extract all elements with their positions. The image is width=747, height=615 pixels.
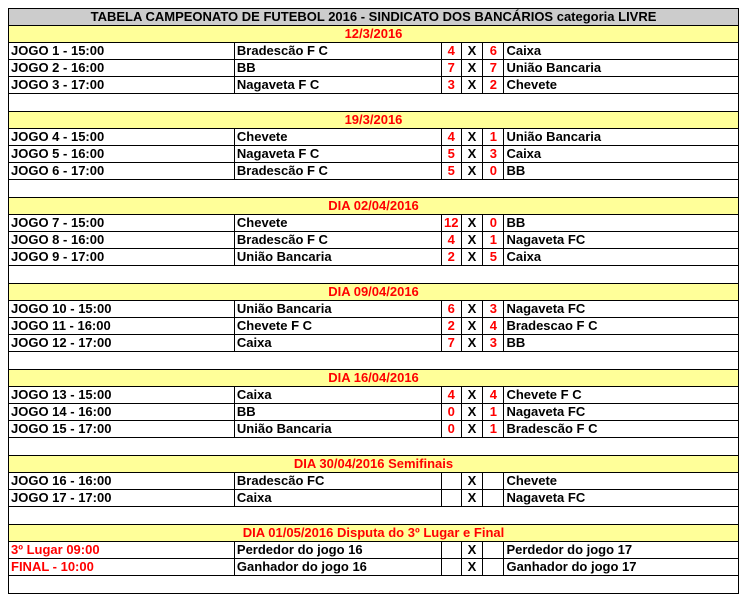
match-row [9, 559, 739, 576]
spacer-row [9, 438, 739, 456]
match-label: JOGO 11 - 16:00 [9, 318, 235, 335]
away-team: Perdedor do jogo 17 [504, 542, 739, 559]
home-score: 4 [441, 129, 461, 146]
away-score: 1 [483, 404, 504, 421]
date-header: DIA 01/05/2016 Disputa do 3º Lugar e Final [9, 525, 739, 542]
home-score [441, 559, 461, 576]
away-team: União Bancaria [504, 60, 739, 77]
away-score [483, 542, 504, 559]
match-label: JOGO 7 - 15:00 [9, 215, 235, 232]
versus-mark: X [461, 249, 482, 266]
home-team: Ganhador do jogo 16 [234, 559, 441, 576]
home-team: Caixa [234, 335, 441, 352]
home-team: Perdedor do jogo 16 [234, 542, 441, 559]
home-team: Nagaveta F C [234, 77, 441, 94]
home-team: BB [234, 404, 441, 421]
home-score: 5 [441, 146, 461, 163]
versus-mark: X [461, 421, 482, 438]
spacer-row [9, 507, 739, 525]
away-team: Chevete [504, 473, 739, 490]
date-header-row [9, 525, 739, 542]
home-score: 4 [441, 232, 461, 249]
spacer-row [9, 576, 739, 594]
versus-mark: X [461, 232, 482, 249]
away-team: Chevete F C [504, 387, 739, 404]
home-score [441, 542, 461, 559]
away-score: 3 [483, 335, 504, 352]
versus-mark: X [461, 146, 482, 163]
date-header: 12/3/2016 [9, 26, 739, 43]
match-label: JOGO 2 - 16:00 [9, 60, 235, 77]
date-header-row [9, 112, 739, 129]
spacer-row [9, 180, 739, 198]
match-label: JOGO 3 - 17:00 [9, 77, 235, 94]
home-team: Caixa [234, 490, 441, 507]
versus-mark: X [461, 542, 482, 559]
home-team: Bradescão F C [234, 163, 441, 180]
match-row [9, 542, 739, 559]
date-header: DIA 09/04/2016 [9, 284, 739, 301]
spacer-row [9, 94, 739, 112]
spacer-row [9, 266, 739, 284]
spacer-cell [9, 576, 739, 594]
away-score: 3 [483, 301, 504, 318]
match-row [9, 318, 739, 335]
away-team: Nagaveta FC [504, 490, 739, 507]
away-team: Caixa [504, 43, 739, 60]
spacer-cell [9, 94, 739, 112]
away-score: 1 [483, 232, 504, 249]
home-score: 3 [441, 77, 461, 94]
match-label: JOGO 16 - 16:00 [9, 473, 235, 490]
match-row [9, 335, 739, 352]
home-score: 6 [441, 301, 461, 318]
date-header-row [9, 284, 739, 301]
away-team: Ganhador do jogo 17 [504, 559, 739, 576]
away-score: 4 [483, 387, 504, 404]
date-header-row [9, 26, 739, 43]
date-header-row [9, 456, 739, 473]
versus-mark: X [461, 559, 482, 576]
match-label: 3º Lugar 09:00 [9, 542, 235, 559]
date-header: DIA 02/04/2016 [9, 198, 739, 215]
date-header: 19/3/2016 [9, 112, 739, 129]
home-score [441, 473, 461, 490]
match-label: FINAL - 10:00 [9, 559, 235, 576]
away-score: 0 [483, 215, 504, 232]
fixture-table-body [9, 9, 739, 594]
match-row [9, 387, 739, 404]
spacer-cell [9, 352, 739, 370]
home-score: 7 [441, 60, 461, 77]
match-label: JOGO 8 - 16:00 [9, 232, 235, 249]
match-row [9, 60, 739, 77]
away-team: BB [504, 163, 739, 180]
match-row [9, 129, 739, 146]
away-score [483, 473, 504, 490]
match-row [9, 43, 739, 60]
match-row [9, 163, 739, 180]
away-score: 5 [483, 249, 504, 266]
versus-mark: X [461, 43, 482, 60]
match-label: JOGO 12 - 17:00 [9, 335, 235, 352]
match-label: JOGO 10 - 15:00 [9, 301, 235, 318]
home-team: União Bancaria [234, 301, 441, 318]
date-header-row [9, 198, 739, 215]
versus-mark: X [461, 473, 482, 490]
home-team: BB [234, 60, 441, 77]
match-row [9, 421, 739, 438]
spacer-row [9, 352, 739, 370]
fixture-spreadsheet [8, 8, 739, 594]
fixture-table [8, 8, 739, 594]
away-score: 0 [483, 163, 504, 180]
home-team: Nagaveta F C [234, 146, 441, 163]
away-team: Caixa [504, 146, 739, 163]
date-header: DIA 30/04/2016 Semifinais [9, 456, 739, 473]
away-team: BB [504, 215, 739, 232]
away-score: 1 [483, 129, 504, 146]
away-score: 6 [483, 43, 504, 60]
spacer-cell [9, 438, 739, 456]
away-score [483, 490, 504, 507]
away-team: Bradescão F C [504, 421, 739, 438]
home-team: Chevete F C [234, 318, 441, 335]
home-score: 2 [441, 318, 461, 335]
match-label: JOGO 6 - 17:00 [9, 163, 235, 180]
match-row [9, 249, 739, 266]
away-team: Nagaveta FC [504, 301, 739, 318]
home-team: Chevete [234, 129, 441, 146]
spacer-cell [9, 266, 739, 284]
away-score: 2 [483, 77, 504, 94]
date-header-row [9, 370, 739, 387]
match-label: JOGO 4 - 15:00 [9, 129, 235, 146]
spacer-cell [9, 507, 739, 525]
match-label: JOGO 14 - 16:00 [9, 404, 235, 421]
home-score: 4 [441, 43, 461, 60]
away-team: União Bancaria [504, 129, 739, 146]
spacer-cell [9, 180, 739, 198]
versus-mark: X [461, 60, 482, 77]
home-score: 2 [441, 249, 461, 266]
date-header: DIA 16/04/2016 [9, 370, 739, 387]
match-label: JOGO 5 - 16:00 [9, 146, 235, 163]
versus-mark: X [461, 301, 482, 318]
match-row [9, 77, 739, 94]
versus-mark: X [461, 215, 482, 232]
match-label: JOGO 9 - 17:00 [9, 249, 235, 266]
away-team: Nagaveta FC [504, 404, 739, 421]
home-team: União Bancaria [234, 421, 441, 438]
match-row [9, 490, 739, 507]
match-label: JOGO 1 - 15:00 [9, 43, 235, 60]
title-row [9, 9, 739, 26]
home-score: 0 [441, 421, 461, 438]
sheet-title: TABELA CAMPEONATO DE FUTEBOL 2016 - SINDICATO DOS BANCÁRIOS categoria LIVRE [9, 9, 739, 26]
match-row [9, 215, 739, 232]
home-team: Bradescão F C [234, 232, 441, 249]
home-score: 12 [441, 215, 461, 232]
away-team: Bradescao F C [504, 318, 739, 335]
away-team: Nagaveta FC [504, 232, 739, 249]
versus-mark: X [461, 77, 482, 94]
versus-mark: X [461, 163, 482, 180]
away-score [483, 559, 504, 576]
away-score: 4 [483, 318, 504, 335]
versus-mark: X [461, 318, 482, 335]
match-label: JOGO 15 - 17:00 [9, 421, 235, 438]
home-score: 5 [441, 163, 461, 180]
match-row [9, 232, 739, 249]
away-score: 3 [483, 146, 504, 163]
versus-mark: X [461, 490, 482, 507]
versus-mark: X [461, 387, 482, 404]
home-score: 0 [441, 404, 461, 421]
home-score [441, 490, 461, 507]
match-row [9, 301, 739, 318]
home-team: Bradescão F C [234, 43, 441, 60]
match-row [9, 404, 739, 421]
home-team: Caixa [234, 387, 441, 404]
away-score: 7 [483, 60, 504, 77]
home-score: 4 [441, 387, 461, 404]
match-row [9, 473, 739, 490]
away-score: 1 [483, 421, 504, 438]
match-row [9, 146, 739, 163]
match-label: JOGO 17 - 17:00 [9, 490, 235, 507]
match-label: JOGO 13 - 15:00 [9, 387, 235, 404]
home-team: Bradescão FC [234, 473, 441, 490]
home-score: 7 [441, 335, 461, 352]
home-team: União Bancaria [234, 249, 441, 266]
versus-mark: X [461, 335, 482, 352]
home-team: Chevete [234, 215, 441, 232]
away-team: Chevete [504, 77, 739, 94]
versus-mark: X [461, 129, 482, 146]
versus-mark: X [461, 404, 482, 421]
away-team: BB [504, 335, 739, 352]
away-team: Caixa [504, 249, 739, 266]
